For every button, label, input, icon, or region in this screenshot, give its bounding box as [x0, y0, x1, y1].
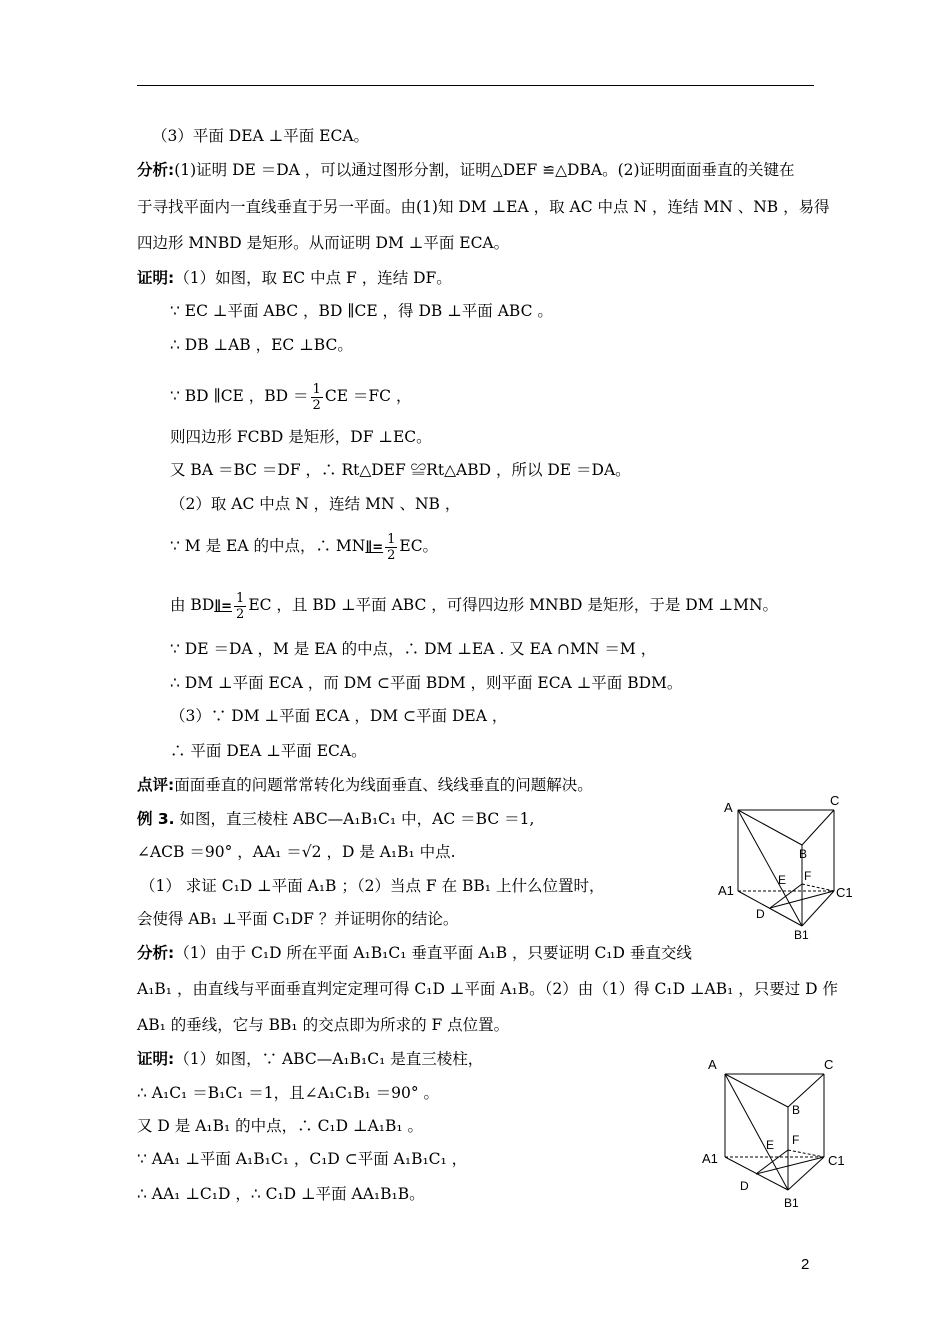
text-line: ∵ DE ＝DA ，M 是 EA 的中点，∴ DM ⊥EA . 又 EA ∩MN ＝M ， — [170, 640, 657, 658]
line-text: ∵ BD ∥CE ，BD ＝ — [170, 387, 309, 405]
section-label: 分析: — [137, 161, 175, 179]
line-text: （1）如图，∵ ABC—A₁B₁C₁ 是直三棱柱， — [174, 1050, 484, 1068]
line-text: 面面垂直的问题常常转化为线面垂直、线线垂直的问题解决。 — [174, 776, 593, 794]
fraction-denominator: 2 — [387, 547, 396, 563]
line-text: EC ，且 BD ⊥平面 ABC ，可得四边形 MNBD 是矩形，于是 DM ⊥MN。 — [248, 596, 779, 614]
text-line: 于寻找平面内一直线垂直于另一平面。由(1)知 DM ⊥EA ，取 AC 中点 N ，连结 MN 、NB ，易得 — [137, 198, 830, 216]
prism-figure — [712, 788, 862, 943]
text-line — [170, 523, 438, 571]
text-line: ∠ACB ＝90° ，AA₁ ＝√2 ，D 是 A₁B₁ 中点. — [137, 843, 456, 861]
vertex-label: B1 — [794, 928, 809, 942]
vertex-label: F — [804, 869, 812, 883]
line-text: EC。 — [399, 537, 439, 555]
text-line — [137, 1048, 483, 1070]
fraction-numerator: 1 — [312, 381, 321, 397]
page-number: 2 — [801, 1256, 810, 1273]
vertex-label: E — [778, 873, 787, 887]
text-line: （3）平面 DEA ⊥平面 ECA。 — [152, 127, 370, 145]
prism-figure-2 — [700, 1052, 860, 1214]
line-text: (1)证明 DE ＝DA ，可以通过图形分割，证明△DEF ≌△DBA。(2)证明面面垂直的关键在 — [174, 161, 795, 179]
text-line: ∴ DB ⊥AB ，EC ⊥BC。 — [170, 336, 353, 354]
vertex-label: A1 — [718, 883, 734, 898]
text-line: A₁B₁ ，由直线与平面垂直判定定理可得 C₁D ⊥平面 A₁B。（2）由（1）得 C₁D ⊥AB₁ ，只要过 D 作 — [137, 980, 839, 998]
text-line — [170, 582, 778, 630]
section-label: 证明: — [137, 1050, 175, 1068]
text-line: ∵ EC ⊥平面 ABC ，BD ∥CE ，得 DB ⊥平面 ABC 。 — [170, 302, 553, 320]
parallel-equal-symbol: ∥= — [365, 540, 384, 555]
text-line: ∴ A₁C₁ ＝B₁C₁ ＝1，且∠A₁C₁B₁ ＝90° 。 — [137, 1084, 440, 1102]
fraction-denominator: 2 — [312, 397, 321, 413]
text-line: ∴ AA₁ ⊥C₁D ，∴ C₁D ⊥平面 AA₁B₁B。 — [137, 1185, 425, 1203]
section-label: 分析: — [137, 944, 175, 962]
text-line: 又 BA ＝BC ＝DF ，∴ Rt△DEF ≌Rt△ABD ，所以 DE ＝DA。 — [170, 461, 631, 479]
vertex-label: B — [799, 847, 808, 861]
line-text: （1）由于 C₁D 所在平面 A₁B₁C₁ 垂直平面 A₁B ，只要证明 C₁D 垂直交线 — [174, 944, 692, 962]
line-text: 由 BD — [170, 596, 215, 614]
fraction-numerator: 1 — [236, 590, 245, 606]
text-line — [137, 942, 692, 964]
fraction-numerator: 1 — [387, 531, 396, 547]
line-text: ∵ M 是 EA 的中点，∴ MN — [170, 537, 366, 555]
line-text: 如图，直三棱柱 ABC—A₁B₁C₁ 中，AC ＝BC ＝1, — [179, 810, 535, 828]
vertex-label: A — [724, 800, 733, 815]
text-line: （1） 求证 C₁D ⊥平面 A₁B ；（2）当点 F 在 BB₁ 上什么位置时， — [140, 877, 605, 895]
section-label: 点评: — [137, 776, 175, 794]
vertex-label: E — [766, 1138, 775, 1152]
vertex-label: C1 — [836, 885, 853, 900]
text-line: AB₁ 的垂线，它与 BB₁ 的交点即为所求的 F 点位置。 — [137, 1016, 510, 1034]
text-line: （2）取 AC 中点 N ，连结 MN 、NB ， — [170, 495, 461, 513]
text-line: ∵ AA₁ ⊥平面 A₁B₁C₁ ，C₁D ⊂平面 A₁B₁C₁ ， — [137, 1150, 468, 1168]
vertex-label: A — [708, 1057, 717, 1072]
header-rule — [137, 85, 814, 86]
vertex-label: B1 — [784, 1196, 799, 1210]
vertex-label: C — [824, 1057, 834, 1072]
text-line — [137, 159, 795, 181]
vertex-label: D — [756, 907, 765, 921]
text-line: ∴ 平面 DEA ⊥平面 ECA。 — [170, 742, 367, 760]
text-line: 则四边形 FCBD 是矩形，DF ⊥EC。 — [170, 428, 432, 446]
text-line: ∴ DM ⊥平面 ECA ，而 DM ⊂平面 BDM ，则平面 ECA ⊥平面 BDM。 — [170, 674, 683, 692]
fraction-denominator: 2 — [236, 606, 245, 622]
text-line: 会使得 AB₁ ⊥平面 C₁DF ？并证明你的结论。 — [137, 910, 459, 928]
fraction-half — [234, 591, 246, 622]
text-line: 又 D 是 A₁B₁ 的中点，∴ C₁D ⊥A₁B₁ 。 — [137, 1117, 424, 1135]
vertex-label: C — [830, 793, 840, 808]
text-line: （3）∵ DM ⊥平面 ECA ，DM ⊂平面 DEA ， — [170, 707, 508, 725]
text-line — [137, 267, 452, 289]
line-text: （1）如图，取 EC 中点 F ，连结 DF。 — [174, 269, 452, 287]
vertex-label: A1 — [702, 1151, 718, 1166]
vertex-label: F — [792, 1133, 800, 1147]
vertex-label: D — [740, 1179, 749, 1193]
vertex-label: C1 — [828, 1153, 845, 1168]
text-line — [137, 808, 534, 830]
parallel-equal-symbol: ∥= — [214, 599, 233, 614]
section-label: 证明: — [137, 269, 175, 287]
vertex-label: B — [792, 1103, 801, 1117]
line-text: CE ＝FC ， — [324, 387, 412, 405]
text-line: 四边形 MNBD 是矩形。从而证明 DM ⊥平面 ECA。 — [137, 234, 510, 252]
fraction-half — [311, 382, 323, 413]
fraction-half — [385, 532, 397, 563]
text-line — [170, 373, 411, 419]
text-line — [137, 774, 593, 796]
example-label: 例 3. — [137, 810, 175, 828]
